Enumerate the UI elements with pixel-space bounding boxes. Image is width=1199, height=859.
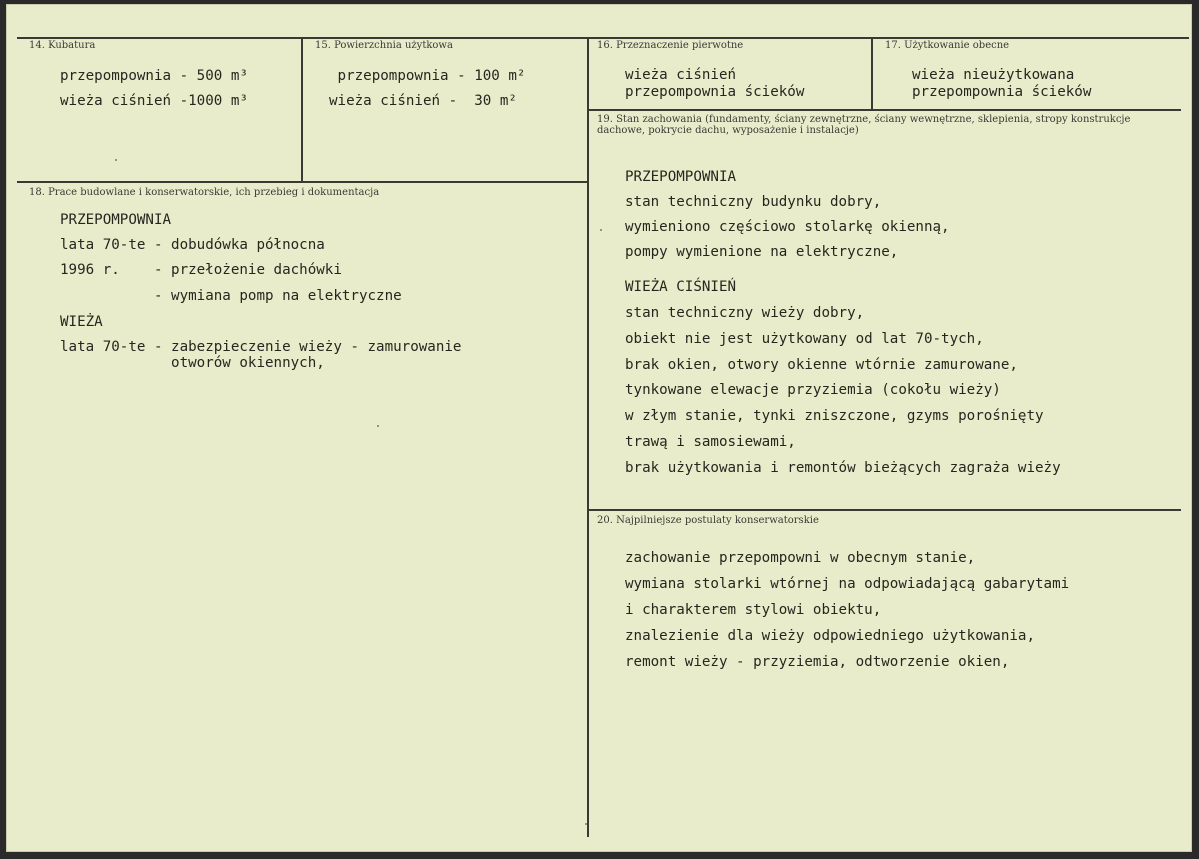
field-18-line: - wymiana pomp na elektryczne [60, 288, 402, 304]
field-14-label: 14. Kubatura [29, 40, 96, 51]
field-17-line: przepompownia ścieków [912, 84, 1092, 100]
paper-speck [115, 159, 117, 161]
rule-above-20 [587, 509, 1181, 511]
field-16-line: przepompownia ścieków [625, 84, 805, 100]
divider-14-15 [301, 37, 303, 181]
field-20-line: i charakterem stylowi obiektu, [625, 602, 882, 618]
field-19-line: tynkowane elewacje przyziemia (cokołu wieży) [625, 382, 1001, 398]
field-20-label: 20. Najpilniejsze postulaty konserwatorskie [597, 515, 819, 526]
center-divider [587, 37, 589, 837]
field-19-line: obiekt nie jest użytkowany od lat 70-tych, [625, 331, 984, 347]
field-17-label: 17. Użytkowanie obecne [885, 40, 1010, 51]
divider-16-17 [871, 37, 873, 109]
field-18-line: PRZEPOMPOWNIA [60, 212, 172, 228]
field-16-label: 16. Przeznaczenie pierwotne [597, 40, 744, 51]
field-14-line: wieża ciśnień -1000 m³ [60, 93, 248, 109]
field-18-line: WIEŻA [60, 314, 103, 330]
field-14-line: przepompownia - 500 m³ [60, 68, 248, 84]
field-20-line: znalezienie dla wieży odpowiedniego użytkowania, [625, 628, 1035, 644]
field-18-line: lata 70-te - dobudówka północna [60, 237, 325, 253]
paper-speck [600, 229, 602, 231]
field-20-line: wymiana stolarki wtórnej na odpowiadającą gabarytami [625, 576, 1070, 592]
field-15-label: 15. Powierzchnia użytkowa [315, 40, 453, 51]
field-19-line: stan techniczny wieży dobry, [625, 305, 865, 321]
field-19-line: trawą i samosiewami, [625, 434, 796, 450]
field-15-line: przepompownia - 100 m² [329, 68, 526, 84]
field-18-line: otworów okiennych, [60, 355, 325, 371]
field-19-line: pompy wymienione na elektryczne, [625, 244, 899, 260]
field-19-line: stan techniczny budynku dobry, [625, 194, 882, 210]
field-19-line: brak użytkowania i remontów bieżących zagraża wieży [625, 460, 1061, 476]
paper-speck [585, 823, 587, 825]
paper-speck [377, 425, 379, 427]
field-19-label: 19. Stan zachowania (fundamenty, ściany zewnętrzne, ściany wewnętrzne, sklepienia, stropy konstrukcje dachowe, pokrycie dachu, wyposażenie i instalacje) [597, 114, 1131, 136]
rule-under-14-15 [17, 181, 587, 183]
field-20-line: zachowanie przepompowni w obecnym stanie, [625, 550, 976, 566]
field-19-line: PRZEPOMPOWNIA [625, 169, 737, 185]
field-18-label: 18. Prace budowlane i konserwatorskie, ich przebieg i dokumentacja [29, 187, 380, 198]
field-19-line: w złym stanie, tynki zniszczone, gzyms porośnięty [625, 408, 1044, 424]
record-sheet [6, 4, 1192, 852]
field-19-line: brak okien, otwory okienne wtórnie zamurowane, [625, 357, 1018, 373]
field-19-line: wymieniono częściowo stolarkę okienną, [625, 219, 950, 235]
field-18-line: 1996 r. - przełożenie dachówki [60, 262, 342, 278]
field-18-line: lata 70-te - zabezpieczenie wieży - zamurowanie [60, 339, 462, 355]
field-15-line: wieża ciśnień - 30 m² [329, 93, 517, 109]
rule-under-16-17 [587, 109, 1181, 111]
field-19-line: WIEŻA CIŚNIEŃ [625, 279, 737, 295]
field-16-line: wieża ciśnień [625, 67, 737, 83]
field-20-line: remont wieży - przyziemia, odtworzenie okien, [625, 654, 1010, 670]
field-17-line: wieża nieużytkowana [912, 67, 1075, 83]
top-rule [17, 37, 1189, 39]
